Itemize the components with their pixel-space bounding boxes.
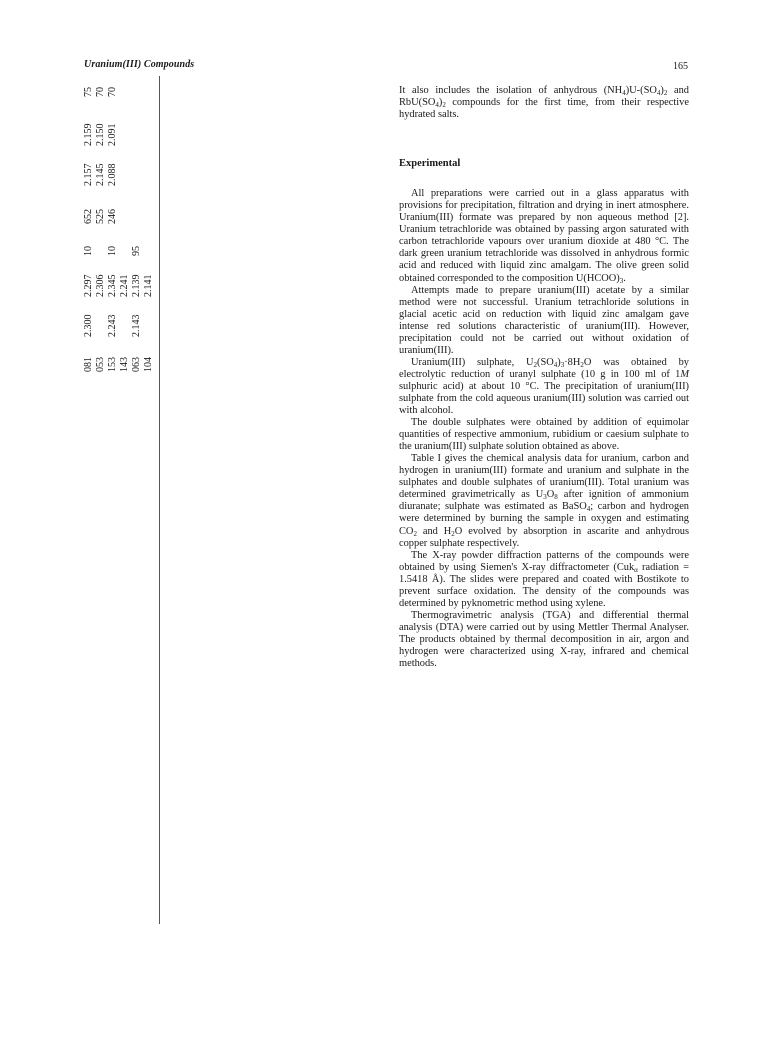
section-heading: Experimental	[399, 158, 461, 170]
table-cell: 153	[107, 357, 118, 372]
table-cell: 2.159	[83, 123, 94, 146]
table-cell: 525	[95, 209, 106, 224]
table-cell: 2.241	[119, 274, 130, 297]
table-cell: 2.345	[107, 274, 118, 297]
body-paragraph: Table I gives the chemical analysis data for uranium, carbon and hydrogen in uranium(III) formate and uranium and sulphate in the sulphates and double sulphates of uranium(III). Total uranium was determined gravimetrically as $U_3O_8$ after ignition of ammonium diuranate; sulphate was estimated as BaSO$_4$; carbon and hydrogen were determined by burning the sample in oxygen and estimating $CO_2$ and $H_2O$ evolved by absorption in ascarite and anhydrous copper sulphate respectively.	[399, 453, 690, 549]
column-rule	[159, 76, 160, 924]
body-paragraph: The X-ray powder diffraction patterns of the compounds were obtained by using Siemen's X-ray diffractometer (Cuk$_\alpha$ radiation = 1.5418 Å). The slides were prepared and coated with Bostikote to prevent surface oxidation. The density of the compounds was determined by pyknometric method using xylene.	[399, 549, 689, 609]
text-column	[399, 85, 689, 670]
table-cell: 2.088	[107, 163, 118, 186]
table-cell: 063	[131, 357, 142, 372]
table-cell: 053	[95, 357, 106, 372]
table-cell: 2.150	[95, 123, 106, 146]
table-cell: 2.300	[83, 314, 94, 337]
body-paragraph: The double sulphates were obtained by addition of equimolar quantities of respective ammonium, rubidium or caesium sulphate to the uranium(III) sulphate solution obtained as above.	[399, 417, 689, 453]
table-cell: 652	[83, 209, 94, 224]
table-cell: 70	[107, 87, 118, 97]
intro-paragraph: It also includes the isolation of anhydrous $(NH_4)U-(SO_4)_2$ and $RbU(SO_4)_2$ compounds for the first time, from their respective hydrated salts.	[399, 85, 689, 121]
table-cell: 2.091	[107, 123, 118, 146]
body-paragraph: Attempts made to prepare uranium(III) acetate by a similar method were not successful. Uranium tetrachloride solutions in glacial acetic acid on reduction with liquid zinc amalgam gave intense red solutions characteristic of uranium(III). However, precipitation could not be carried out without oxidation of uranium(III).	[399, 284, 689, 356]
table-row	[119, 72, 131, 372]
table-row	[131, 72, 143, 372]
rotated-table-fragment	[83, 72, 383, 372]
table-cell: 95	[131, 246, 142, 256]
body-paragraph: Uranium(III) sulphate, $U_2(SO_4)_3\cdot 8H_2O$ was obtained by electrolytic reduction of uranyl sulphate (10 g in 100 ml of 1M sulphuric acid) at about 10 °C. The precipitation of uranium(III) sulphate from the cold aqueous uranium(III) solution was carried out with alcohol.	[399, 356, 689, 417]
body-paragraph: All preparations were carried out in a glass apparatus with provisions for precipitation, filtration and drying in inert atmosphere. Uranium(III) formate was prepared by non aqueous method [2]. Uranium tetrachloride was obtained by passing argon saturated with carbon tetrachloride vapours over uranium dioxide at 480 °C. The dark green uranium tetrachloride was dissolved in anhydrous formic acid and reduced with liquid zinc amalgam. The olive green solid obtained corresponded to the composition $U(HCOO)_3$.	[399, 188, 689, 285]
table-cell: 2.141	[143, 274, 154, 297]
table-cell: 246	[107, 209, 118, 224]
page-number: 165	[673, 61, 688, 72]
table-row	[83, 72, 95, 372]
table-cell: 2.297	[83, 274, 94, 297]
table-cell: 143	[119, 357, 130, 372]
table-cell: 2.243	[107, 314, 118, 337]
table-cell: 2.145	[95, 163, 106, 186]
running-title: Uranium(III) Compounds	[84, 59, 195, 70]
table-cell: 2.139	[131, 274, 142, 297]
rotated-table-body	[83, 72, 158, 372]
table-row	[143, 72, 155, 372]
table-row	[107, 72, 119, 372]
table-cell: 70	[95, 87, 106, 97]
table-cell: 2.157	[83, 163, 94, 186]
table-cell: 2.143	[131, 314, 142, 337]
body-paragraph: Thermogravimetric analysis (TGA) and differential thermal analysis (DTA) were carried out by using Mettler Thermal Analyser. The products obtained by thermal decomposition in air, argon and hydrogen were characterized using X-ray, infrared and chemical methods.	[399, 609, 689, 670]
table-cell: 75	[83, 87, 94, 97]
table-cell: 2.306	[95, 274, 106, 297]
table-cell: 104	[143, 357, 154, 372]
table-cell: 081	[83, 357, 94, 372]
table-cell: 10	[83, 246, 94, 256]
table-cell: 10	[107, 246, 118, 256]
table-row	[95, 72, 107, 372]
experimental-paragraphs	[399, 188, 689, 670]
